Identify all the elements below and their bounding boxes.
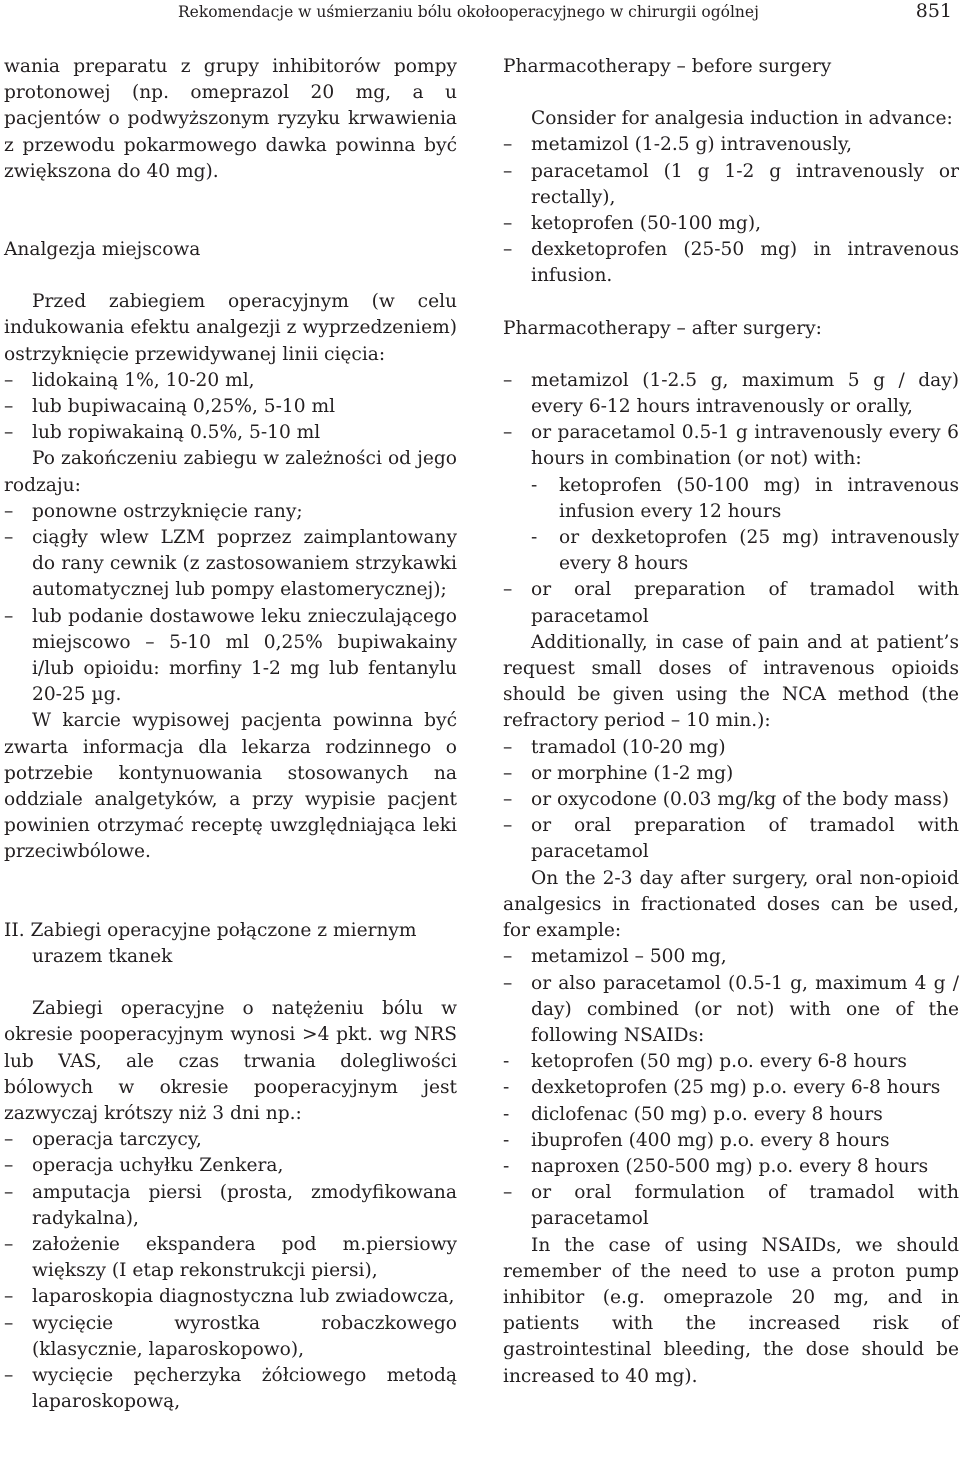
list-marker: - [503,1129,510,1151]
list-item-text: tramadol (10-20 mg) [531,736,726,758]
list-item [4,1363,457,1415]
list-item-text: diclofenac (50 mg) p.o. every 8 hours [531,1103,883,1125]
right-column [503,54,959,1390]
list-item [4,1127,457,1153]
paragraph: Po zakończeniu zabiegu w zależności od jego rodzaju: [4,448,457,496]
list-item-text: metamizol – 500 mg, [531,946,727,968]
running-title: Rekomendacje w uśmierzaniu bólu okołooperacyjnego w chirurgii ogólnej [178,3,759,21]
list-marker: – [503,422,513,444]
list-marker: – [503,789,513,811]
list-marker: – [503,239,513,261]
list-marker: - [531,527,538,549]
list-item-text: dexketoprofen (25 mg) p.o. every 6-8 hours [531,1077,941,1099]
list-item-text: or oral preparation of tramadol with paracetamol [531,579,959,627]
paragraph: Consider for analgesia induction in advance: [531,108,953,130]
list-item [503,761,959,787]
paragraph: In the case of using NSAIDs, we should remember of the need to use a proton pump inhibitor (e.g. omeprazole 20 mg, and in patients with the increased risk of gastrointestinal bleeding, the dose should be increased to 40 mg). [503,1234,959,1387]
list-item [503,1102,959,1128]
list-item-text: ketoprofen (50-100 mg) in intravenous infusion every 12 hours [559,474,959,522]
list-item [503,159,959,211]
list-item [503,735,959,761]
list-marker: – [503,213,513,235]
list-item [4,394,457,420]
list-item-text: ketoprofen (50-100 mg), [531,213,761,235]
list-marker: – [503,134,513,156]
list-item-text: założenie ekspandera pod m.piersiowy większy (I etap rekonstrukcji piersi), [32,1233,457,1282]
paragraph: Przed zabiegiem operacyjnym (w celu indukowania efektu analgezji z wyprzedzeniem) ostrzyknięcie przewidywanej linii cięcia: [4,291,457,365]
list-item [503,1075,959,1101]
list-marker: – [4,1364,14,1386]
paragraph: W karcie wypisowej pacjenta powinna być zwarta informacja dla lekarza rodzinnego o potrzebie kontynuowania stosowanych na oddziale analgetyków, a przy wypisie pacjent powinien otrzymać receptę uwzględniająca leki przeciwbólowe. [4,710,457,863]
list-item-text: operacja tarczycy, [32,1129,202,1151]
list-marker: - [503,1051,510,1073]
list-marker: – [503,736,513,758]
list-marker: – [503,762,513,784]
list-marker: - [503,1077,510,1099]
list-item-text: ciągły wlew LZM poprzez zaimplantowany do rany cewnik (z zastosowaniem strzykawki automatycznej lub pompy elastomerycznej); [32,527,457,601]
list-item [503,1180,959,1232]
list-item [503,971,959,1050]
list-item [4,1232,457,1284]
list-item [4,368,457,394]
list-item [503,132,959,158]
list-marker: – [4,369,14,391]
list-item-text: metamizol (1-2.5 g) intravenously, [531,134,852,156]
list-item-text: metamizol (1-2.5 g, maximum 5 g / day) every 6-12 hours intravenously or orally, [531,369,959,418]
list-item-text: operacja uchyłku Zenkera, [32,1155,284,1177]
list-marker: - [503,1103,510,1125]
list-item-text: lidokainą 1%, 10-20 ml, [32,369,255,391]
list-marker: – [4,1312,14,1334]
list-marker: – [4,1233,14,1255]
list-item-text: ponowne ostrzyknięcie rany; [32,500,303,522]
list-marker: – [503,946,513,968]
list-item-text: paracetamol (1 g 1-2 g intravenously or rectally), [531,160,959,208]
list-item [503,473,959,525]
paragraph: Zabiegi operacyjne o natężeniu bólu w okresie pooperacyjnym wynosi >4 pkt. wg NRS lub VAS, ale czas trwania dolegliwości bólowych w okresie pooperacyjnym jest zazwyczaj krótszy niż 3 dni np.: [4,998,457,1124]
list-item [503,525,959,577]
section-heading: Pharmacotherapy – after surgery: [503,317,822,339]
paragraph: Additionally, in case of pain and at patient’s request small doses of intravenous opioids should be given using the NCA method (the refractory period – 10 min.): [503,631,959,732]
list-item-text: wycięcie pęcherzyka żółciowego metodą laparoskopową, [32,1364,457,1413]
list-item [503,1049,959,1075]
list-item-text: lub bupiwacainą 0,25%, 5-10 ml [32,396,336,418]
nsaid-list [503,1049,959,1180]
list-marker: - [503,1155,510,1177]
list-item [503,1128,959,1154]
list-item [4,1180,457,1232]
list-item [4,525,457,604]
list-item [4,1311,457,1363]
list-item-text: dexketoprofen (25-50 mg) in intravenous infusion. [531,239,959,287]
list-marker: – [4,1129,14,1151]
list-marker: – [503,972,513,994]
list-item [503,368,959,420]
list-marker: – [503,1182,513,1204]
list-item-text: lub podanie dostawowe leku znieczulającego miejscowo – 5-10 ml 0,25% bupiwakainy i/lub opioidu: morfiny 1-2 mg lub fentanylu 20-25 µg. [32,605,457,706]
list-item-text: or oral formulation of tramadol with paracetamol [531,1182,959,1230]
bullet-list [4,1127,457,1415]
list-item [503,420,959,472]
list-marker: – [503,815,513,837]
running-header [0,0,960,22]
section-heading: II. Zabiegi operacyjne połączone z miernym urazem tkanek [4,919,417,967]
bullet-list [503,944,959,1049]
list-item [503,1154,959,1180]
section-heading: Analgezja miejscowa [4,239,201,261]
list-item-text: lub ropiwakainą 0.5%, 5-10 ml [32,422,321,444]
list-item-text: amputacja piersi (prosta, zmodyfikowana radykalna), [32,1181,457,1229]
paragraph: On the 2-3 day after surgery, oral non-opioid analgesics in fractionated doses can be used, for example: [503,867,959,942]
bullet-list [503,1180,959,1232]
list-marker: – [4,422,14,444]
sub-list [503,473,959,578]
section-heading: Pharmacotherapy – before surgery [503,56,832,77]
bullet-list [503,577,959,629]
list-marker: – [4,396,14,418]
list-marker: – [4,527,14,549]
bullet-list [503,132,959,289]
list-item [4,499,457,525]
list-item [4,604,457,709]
list-marker: – [4,500,14,522]
list-item-text: ibuprofen (400 mg) p.o. every 8 hours [531,1129,890,1151]
list-item-text: or oxycodone (0.03 mg/kg of the body mass) [531,789,950,811]
list-item-text: naproxen (250-500 mg) p.o. every 8 hours [531,1155,929,1177]
bullet-list [503,735,959,866]
bullet-list [4,499,457,709]
list-item [503,237,959,289]
list-item-text: or dexketoprofen (25 mg) intravenously every 8 hours [559,527,959,575]
list-item [503,944,959,970]
list-marker: – [4,1181,14,1203]
list-item [4,420,457,446]
list-item-text: or oral preparation of tramadol with paracetamol [531,815,959,863]
list-item [4,1153,457,1179]
list-item-text: laparoskopia diagnostyczna lub zwiadowcza, [32,1286,455,1308]
list-item [503,813,959,865]
page-number: 851 [915,0,952,22]
list-marker: – [4,1286,14,1308]
list-item [4,1284,457,1310]
list-item-text: or also paracetamol (0.5-1 g, maximum 4 g / day) combined (or not) with one of the following NSAIDs: [531,972,959,1046]
list-item [503,787,959,813]
list-item-text: ketoprofen (50 mg) p.o. every 6-8 hours [531,1051,907,1073]
left-column [4,54,457,1415]
list-marker: – [4,1155,14,1177]
list-marker: – [503,369,513,391]
paragraph: wania preparatu z grupy inhibitorów pompy protonowej (np. omeprazol 20 mg, a u pacjentów o podwyższonym ryzyku krwawienia z przewodu pokarmowego dawka powinna być zwiększona do 40 mg). [4,56,457,182]
list-item-text: or paracetamol 0.5-1 g intravenously every 6 hours in combination (or not) with: [531,422,959,470]
list-marker: – [503,160,513,182]
bullet-list [503,368,959,473]
list-item [503,211,959,237]
list-item-text: wycięcie wyrostka robaczkowego (klasycznie, laparoskopowo), [32,1312,457,1360]
list-item [503,577,959,629]
list-marker: – [4,605,14,627]
list-marker: – [503,579,513,601]
list-marker: - [531,474,538,496]
bullet-list [4,368,457,447]
list-item-text: or morphine (1-2 mg) [531,762,734,784]
